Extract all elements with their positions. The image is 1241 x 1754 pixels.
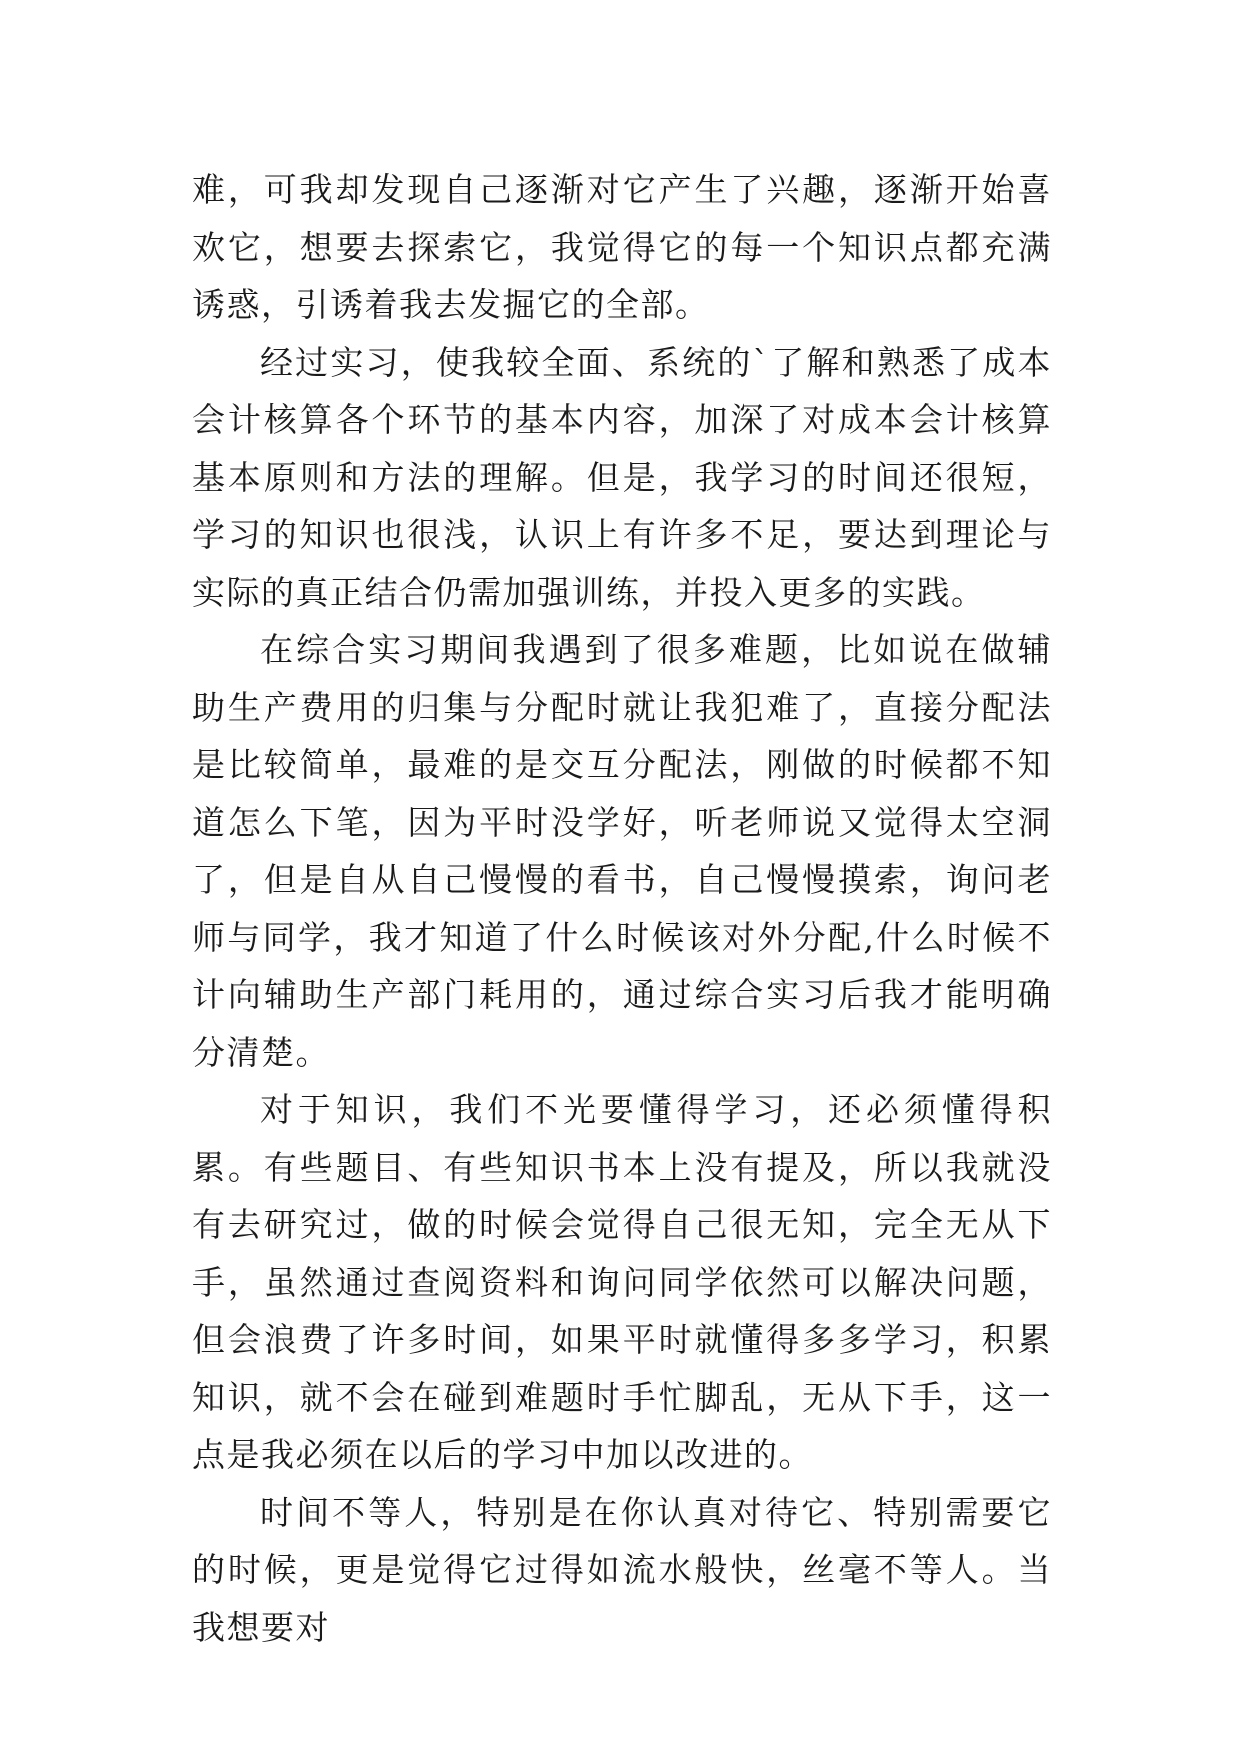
body-text [192, 161, 1052, 1656]
paragraph: 难，可我却发现自己逐渐对它产生了兴趣，逐渐开始喜欢它，想要去探索它，我觉得它的每一个知识点都充满诱惑，引诱着我去发掘它的全部。 [192, 170, 1052, 324]
paragraph: 对于知识，我们不光要懂得学习，还必须懂得积累。有些题目、有些知识书本上没有提及，所以我就没有去研究过，做的时候会觉得自己很无知，完全无从下手，虽然通过查阅资料和询问同学依然可以解决问题，但会浪费了许多时间，如果平时就懂得多多学习，积累知识，就不会在碰到难题时手忙脚乱，无从下手，这一点是我必须在以后的学习中加以改进的。 [192, 1090, 1052, 1474]
paragraph: 在综合实习期间我遇到了很多难题，比如说在做辅助生产费用的归集与分配时就让我犯难了，直接分配法是比较简单，最难的是交互分配法，刚做的时候都不知道怎么下笔，因为平时没学好，听老师说又觉得太空洞了，但是自从自己慢慢的看书，自己慢慢摸索，询问老师与同学，我才知道了什么时候该对外分配,什么时候不计向辅助生产部门耗用的，通过综合实习后我才能明确分清楚。 [192, 630, 1052, 1072]
paragraph: 时间不等人，特别是在你认真对待它、特别需要它的时候，更是觉得它过得如流水般快，丝毫不等人。当我想要对 [192, 1492, 1052, 1647]
paragraph: 经过实习，使我较全面、系统的`了解和熟悉了成本会计核算各个环节的基本内容，加深了对成本会计核算基本原则和方法的理解。但是，我学习的时间还很短，学习的知识也很浅，认识上有许多不足，要达到理论与实际的真正结合仍需加强训练，并投入更多的实践。 [192, 342, 1052, 612]
